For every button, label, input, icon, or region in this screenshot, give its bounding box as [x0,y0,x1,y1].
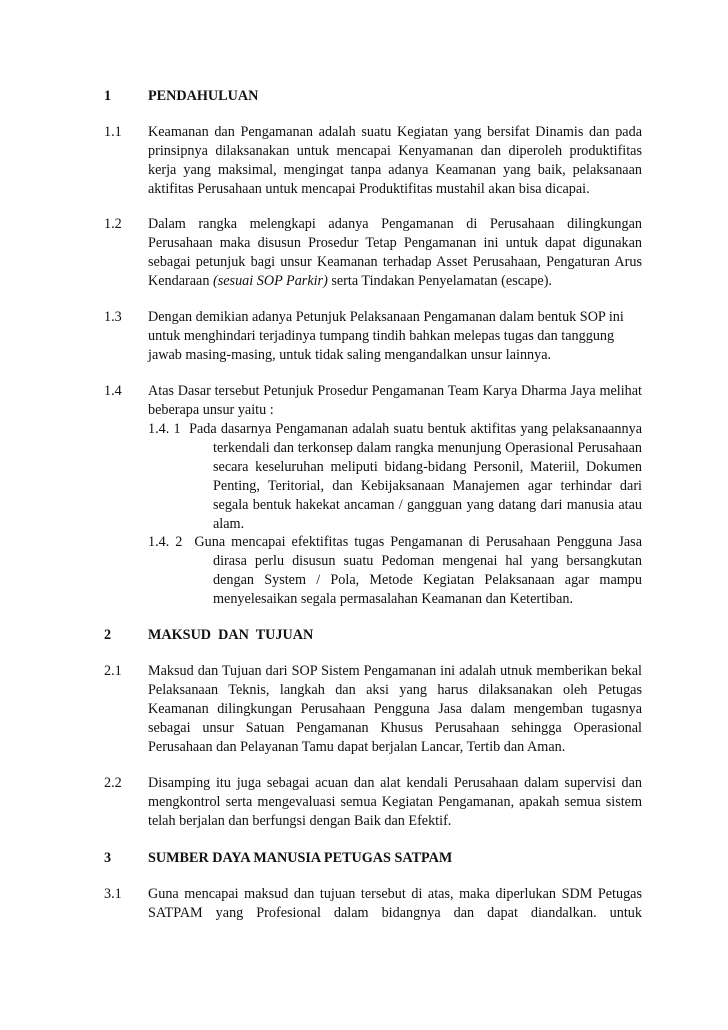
paragraph-text-part: serta Tindakan Penyelamatan (escape). [327,273,552,289]
paragraph-number: 2.1 [104,663,122,679]
paragraph-text: Atas Dasar tersebut Petunjuk Prosedur Pengamanan Team Karya Dharma Jaya melihat beberapa unsur yaitu : [148,383,642,418]
subparagraph-body: Guna mencapai efektifitas tugas Pengamanan di Perusahaan Pengguna Jasa dirasa perlu disusun suatu Pedoman mengenai hal yang bersangkutan dengan System / Pola, Metode Kegiatan Pelaksanaan agar mampu menyelesaikan segala permasalahan Keamanan dan Ketertiban. [194,534,642,607]
subparagraph-number: 1.4. 1 [148,421,181,437]
paragraph-number: 1.2 [104,216,122,232]
section-title: PENDAHULUAN [148,88,259,104]
paragraph-number: 1.4 [104,383,122,399]
paragraph-text: Dengan demikian adanya Petunjuk Pelaksanaan Pengamanan dalam bentuk SOP ini untuk menghindari terjadinya tumpang tindih bahkan melepas tugas dan tanggung jawab masing-masing, untuk tidak saling mengandalkan unsur lainnya. [148,309,624,363]
section-number: 2 [104,627,112,643]
subparagraph-1-4-1 [148,420,642,534]
paragraph-number: 1.3 [104,309,122,325]
paragraph-text: Maksud dan Tujuan dari SOP Sistem Pengamanan ini adalah utnuk memberikan bekal Pelaksanaan Teknis, langkah dan aksi yang harus dilaksanakan oleh Petugas Keamanan dilingkungan Perusahaan Pengguna Jasa dalam mengemban tugasnya sebagai unsur Satuan Pengamanan Khusus Perusahaan sehingga Operasional Perusahaan dan Pelayanan Tamu dapat berjalan Lancar, Tertib dan Aman. [148,663,642,755]
sop-parkir-reference: (sesuai SOP Parkir) [213,273,328,289]
subparagraph-body: Pada dasarnya Pengamanan adalah suatu bentuk aktifitas yang pelaksanaannya terkendali dan terkonsep dalam rangka menunjung Operasional Perusahaan secara keseluruhan meliputi bidang-bidang Personil, Materiil, Dokumen Penting, Teritorial, dan Kebijaksanaan Manajemen agar terhindar dari segala bentuk hakekat ancaman / gangguan yang datang dari manusia atau alam. [189,421,643,532]
subparagraph-number: 1.4. 2 [148,534,183,550]
paragraph-text: Guna mencapai maksud dan tujuan tersebut di atas, maka diperlukan SDM Petugas SATPAM yang Profesional dalam bidangnya dan dapat diandalkan. untuk [148,886,642,921]
subparagraph-text [148,533,642,609]
section-number: 3 [104,850,112,866]
paragraph-number: 3.1 [104,886,122,902]
section-number: 1 [104,88,112,104]
paragraph-text [148,215,642,291]
section-title: SUMBER DAYA MANUSIA PETUGAS SATPAM [148,850,453,866]
paragraph-text: Keamanan dan Pengamanan adalah suatu Kegiatan yang bersifat Dinamis dan pada prinsipnya dilaksanakan untuk mencapai Kenyamanan dan diperoleh produktifitas kerja yang maksimal, mengingat tanpa adanya Keamanan yang baik, pelaksanaan aktifitas Perusahaan untuk mencapai Produktifitas mustahil akan bisa dicapai. [148,124,642,197]
subparagraph-text [148,420,642,534]
subparagraph-1-4-2 [148,533,642,609]
paragraph-number: 2.2 [104,775,122,791]
paragraph-text: Disamping itu juga sebagai acuan dan alat kendali Perusahaan dalam supervisi dan mengkontrol serta mengevaluasi semua Kegiatan Pengamanan, apakah semua sistem telah berjalan dan berfungsi dengan Baik dan Efektif. [148,775,642,829]
paragraph-number: 1.1 [104,124,122,140]
paragraph-text-part: Dalam rangka melengkapi adanya Pengamanan di Perusahaan dilingkungan Perusahaan maka disusun Prosedur Tetap Pengamanan ini untuk dapat digunakan sebagai petunjuk bagi unsur Keamanan terhadap Asset Perusahaan, Pengaturan Arus Kendaraan [148,216,642,289]
section-title: MAKSUD DAN TUJUAN [148,627,314,643]
